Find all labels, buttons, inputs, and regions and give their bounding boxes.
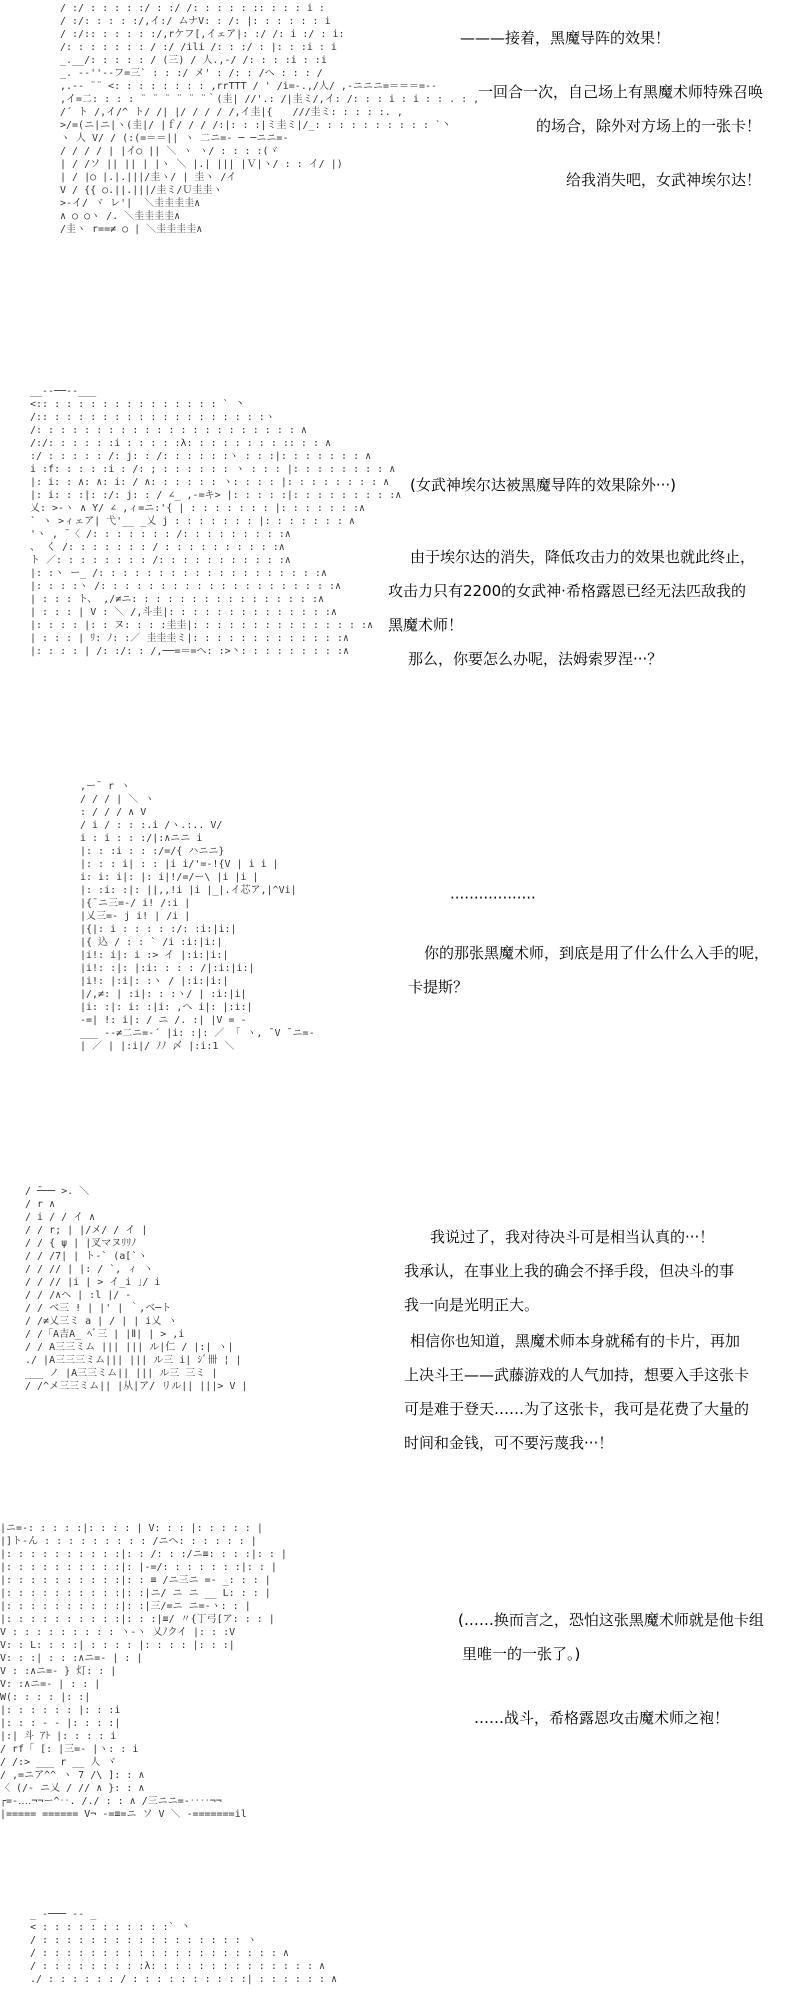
dialogue-line: 我说过了，我对待决斗可是相当认真的···！ — [430, 1228, 715, 1246]
dialogue-line: (……换而言之，恐怕这张黑魔术师就是他卡组 — [458, 1611, 764, 1629]
dialogue-line: 那么，你要怎么办呢，法姆索罗涅···？ — [408, 650, 663, 668]
dialogue-line: ·················· — [450, 889, 536, 907]
dialogue-line: 卡提斯？ — [408, 978, 469, 996]
ascii-art-figure: / :/ : : : : :/ : :/ /: : : : : :: : : : i : / :/: : : : :/,イ:/ ムナV: : /: |: : : : : : i / :/:: : : : : :/,rケフ[,イェア|: :/ /: i :/ : i: /: : : : : : : / :/ /ili /: : :/ : |: : :i : i _.__/: : : : : / (三) / 人.,-/ /: : : :i : :i _. -‐''--フ=三` : : :/ メ' : /: : /へ : : : / ,.-‐ ¨¨ <: : : : : : : : ,rrTTT / ' /i=‐.,/人/ ,-ニニニ=＝＝＝=‐- ,イ=二: : : : ¨ ¨ ¨ ¨ ¨ ¨｀(圭| //'.: /|圭ミ/,イ: /: : : i : i : : . : , /´ ト /,イ/^ ト/ /| |/ / / / /,イ圭|{ ///圭ミ: : : : :. , >/=(ニ|ニ|ヽ(圭|/ |ｆ/ / / /:|: : :|ミ圭ミ|/_: : : : : : : : : : `丶 ヽ 人 V/ / (:(=＝＝|| ヽ 二ニ=‐ ─ ─ニニ=- / / / / | |イ○ || ＼ ヽ ヽ/ : : : :(ヾ | / /ソ || || | |ヽ ＼ |.| ||| |Ｖ|ヽ/ : : イ/ |) | / |○ |.|.|||/圭ヽ/ | 圭ヽ /イ V / {{ ○.||.|||/圭ミ/Ｕ圭圭ヽ >‐イ/ ヾ レ'| ＼圭圭圭圭∧ ∧ ○ ○ヽ /. ＼圭圭圭圭∧ /圭ヽ r==≠ ○ | ＼圭圭圭圭∧ — [60, 3, 480, 235]
panel-5 — [0, 1522, 800, 1872]
dialogue-line: 由于埃尔达的消失，降低攻击力的效果也就此终止， — [410, 548, 756, 566]
dialogue-line: 一回合一次，自己场上有黑魔术师特殊召唤 — [478, 83, 764, 101]
dialogue-line: 里唯一的一张了。) — [462, 1645, 581, 1663]
panel-4 — [0, 1185, 800, 1520]
panel-2 — [0, 385, 800, 755]
dialogue-line: (女武神埃尔达被黑魔导阵的效果除外···) — [410, 476, 677, 494]
dialogue-line: 上决斗王——武藤游戏的人气加持，想要入手这张卡 — [404, 1366, 750, 1384]
ascii-art-figure: __-‐──--___ <:: : : : : : : : : : : : : : : ` 丶 /:: : : : : : : : : : : : : : : : : : :ヽ /: : : : : : : : : : : : : : : : : : : : : : ∧ /:/: : : : : :i : : : : :λ: : : : : : : : :: : : ∧ :/ : : : : : /: j: : /: : : : : :ヽ : : :|: : : : : : : ∧ i :f: : : : :i : /: ; : : : : : : ヽ : : : |: : : : : : : : ∧ |: i: : ∧: ∧: i: / ∧: : : : : : ヽ: : : : |: : : : : : : : ∧ |: i: : :|: :/: j: : / ∠_ ,-=キ> |: : : : :|: : : : : : : : :∧ 乂: >-ヽ ∧ Y/ ∠ ,ィ=ニ:'{ | : : : : : : : |: : : : : : :∧ ` ヽ >ィェア| 弋'__ _乂 j : : : : : : : |: : : : : : : ∧ 'ヽ , ̄ 〈 /: : : : : : : /: : : : : : : : :∧ 、 く /: : : : : : : / : : : : : : : : : :∧ ト ／: : : : : : : : /: : : : : : : : : : :∧ |: :ヽ ー_ /: : : : : : : : : : : : : : : : : : :∧ |: : : :ヽ /: : : : : : : : : : : : : : : : : : : :∧ | : : : ト、 ,/≠ニ: : : : : : : : : : : : : : : :∧ | : : : | V : ＼ /,斗圭|: : : : : : : : : : : : : :∧ |: : : : |: : ヌ: : : :圭圭|: : : : : : : : : : : : : : :∧ | : : : | ﾘ: ﾉ: :／ 圭圭圭ミ|: : : : : : : : : : : : :∧ |: : : : | /: :/: : /,──=＝=へ: :>丶: : : : : : : : :∧ — [30, 386, 402, 657]
ascii-art-figure: / ̄─── >. ＼ / r ∧ / i / / イ ∧ / / r; | |/メ/ / イ | / / { ψ | |叉マヌﾘﾘﾉ / / /7| | ト-` (a[`ヽ / / // | |: / `, ィ ヽ / / // |i | > イ_i ｣/ i / / /∧ヘ | :l |/ - / / ベ三 ! | |' | ｀,ベ─ト / /≠乂三ミ a | / | | i乂 ヽ / /「A吉A_ ﾍﾞ三 | |Ⅱ| | > ,i / / A三三ミム ||| ||| ル|仁 / |:| ヽ| ./ |A三三三ミム||| ||| ル三 i| ｼﾞ卌 ¦ | ___ ノ |A三三ミム|| ||| ル三 三ミ | / /^メ三三ミム|| |从|ア/ リル|| |||> V | — [25, 1186, 248, 1392]
dialogue-line: 你的那张黑魔术师，到底是用了什么什么入手的呢， — [424, 944, 770, 962]
dialogue-line: 给我消失吧，女武神埃尔达！ — [566, 171, 762, 189]
panel-1 — [0, 0, 800, 350]
dialogue-line: 时间和金钱，可不要污蔑我···！ — [404, 1434, 614, 1452]
ascii-art-figure: _ -─── -- _ < : : : : : : : : : : :` 丶 / : : : : : : : : : : : : : : : : : ヽ / : : : : : : : : : : : : : : : : : : : : ∧ / : : : : : : : : :λ: : : : : : : : : : : : : : ∧ ./ : : : : : : / : : : : : : : : : :| : : : : : : ∧ — [30, 1909, 338, 1985]
ascii-art-figure: ,ー¯ r ヽ / / / | ＼ ヽ : / / / ∧ V / i / : : :.i /ヽ.:.. V/ i : i : : :/|:∧ニニ i |: : :i : : :/=/{ ハニニ} |: : : i| : : |i i/'=-!{V | i i | i: i: i|: |: i|!/=/ー\ |i |i | |: :i: :|: ||,,!i |i |_|.イ芯ア,|^Vi| |{¯ニ三=-/ i! /:i | |乂三=‐ j i! | /i | |{|: i : : : : :/: :i:|i:| |{ 込 / : : ` /i :i:|i:| |i!: i|: i :> イ |:i:|i:| |i!: :|: |:i: : : : /|:i:|i:| |i!: |:i|: :ヽ / |:i:|i:| |/,≠: | :i|: : :ヽ/ | :i:|i| |i: :|: i: :|i: ,へ i|: |:i:| -=| !: i|: / ニ /. :| |V = - ___ --≠二ニ=-´ |i: :|: ／ 「 ヽ, ¯V ̄ ニ=- | ／ | |:i|/ ﾉﾉ 〆 |:i:1 ＼ — [80, 781, 315, 1052]
dialogue-line: ……战斗，希格露恩攻击魔术师之袍！ — [474, 1709, 730, 1727]
dialogue-line: 的场合，除外对方场上的一张卡！ — [536, 117, 762, 135]
dialogue-line: 黑魔术师！ — [388, 616, 464, 634]
ascii-art-figure: |ニ=-: : : : :|: : : : | V: : : |: : : : : | |]ト-ん : : : : : : : : : /ニへ: : : : : : | |: : : : : : : : : :|: : /: : :/ニ≡: : : :|: : | |: : : : : : : : : :|: |-=/: : : : : : :|: : | |: : : : : : : : : :|: : ≡ /ニ三ニ =‐ _: : : | |: : : : : : : : : :|: :|ニ/ ニ ニ __ L: : : | |: : : : : : : : : :|: :|三/=ニ ニ=-ヽ: : | |: : : : : : : : : :|: : :|≡/ 〃{丁弓[ア: : : | V : : : : : : : : : ヽ-ヽ 乂ﾉクイ |: : :V V: : L: : : :| : : : : |: : : : |: : :| V: : :| : : :∧ニ=- | : | V : :∧ニ=- } 灯: : | V: :∧ニ=- | : : | W(: : : : |: :| |: : : : : : |: : :i |: : : - - |: : : :| |:| 斗 ｱﾄ |: : : : i / rf「 [: |三=- |ヽ: : i / /:> ___ r __ 人 ヾ / ,=ニア^^ ヽ 7 /\ ]: : ∧ 〈 (/‐ ニ乂 / // ∧ }: : ∧ ┌=-‥‥¬¬ー^‥. /./ : : ∧ /三ニニ=‐‥‥¬¬ |===== ====== V¬ ‐=≡=ニ ソ V ＼ -=======il — [0, 1523, 287, 1820]
dialogue-line: 我一向是光明正大。 — [404, 1296, 540, 1314]
dialogue-line: 攻击力只有2200的女武神·希格露恩已经无法匹敌我的 — [388, 582, 746, 600]
panel-3 — [0, 780, 800, 1150]
dialogue-line: ———接着，黑魔导阵的效果！ — [460, 29, 671, 47]
dialogue-line: 相信你也知道，黑魔术师本身就稀有的卡片，再加 — [410, 1332, 741, 1350]
panel-6 — [0, 1908, 800, 2000]
dialogue-line: 可是难于登天……为了这张卡，我可是花费了大量的 — [404, 1400, 750, 1418]
dialogue-line: 我承认，在事业上我的确会不择手段，但决斗的事 — [404, 1262, 735, 1280]
